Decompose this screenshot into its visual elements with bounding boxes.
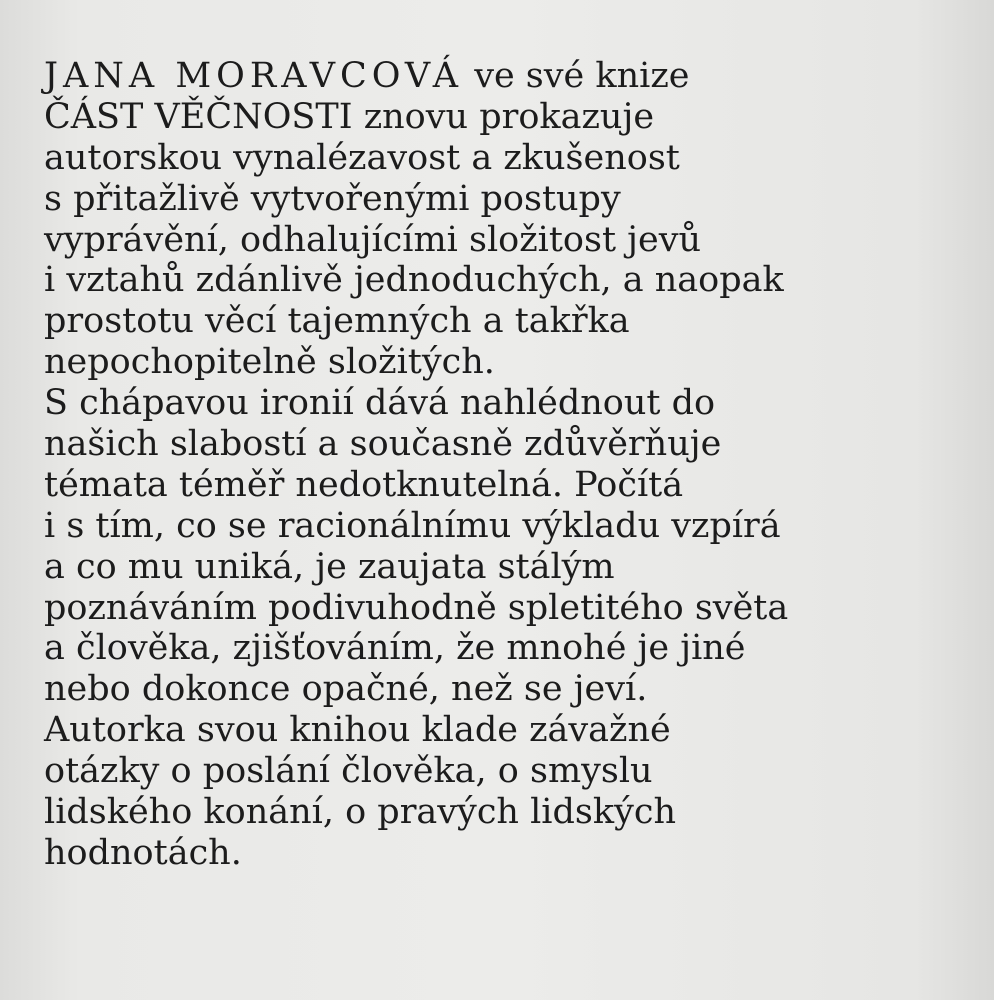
book-blurb (44, 56, 788, 874)
book-title: ČÁST VĚČNOSTI (44, 96, 353, 137)
text-line: lidského konání, o pravých lidských (44, 792, 676, 833)
text-line: s přitažlivě vytvořenými postupy (44, 178, 621, 219)
text-line: vyprávění, odhalujícími složitost jevů (44, 219, 702, 260)
text-line: a co mu uniká, je zaujata stálým (44, 546, 615, 587)
text-line: autorskou vynalézavost a zkušenost (44, 137, 680, 178)
text-line: JANA MORAVCOVÁ ve své knize (44, 56, 690, 96)
text-line: S chápavou ironií dává nahlédnout do (44, 383, 716, 424)
text-line: nebo dokonce opačné, než se jeví. (44, 669, 648, 710)
text-line: i s tím, co se racionálnímu výkladu vzpírá (44, 505, 781, 546)
text-line: Autorka svou knihou klade závažné (44, 710, 671, 751)
text-line: a člověka, zjišťováním, že mnohé je jiné (44, 628, 746, 669)
text-line: i vztahů zdánlivě jednoduchých, a naopak (44, 260, 784, 301)
text-line: prostotu věcí tajemných a takřka (44, 301, 630, 342)
text-line: ČÁST VĚČNOSTI znovu prokazuje (44, 96, 655, 137)
text-line: našich slabostí a současně zdůvěrňuje (44, 424, 722, 465)
text-line: hodnotách. (44, 832, 242, 873)
text-line: otázky o poslání člověka, o smyslu (44, 751, 653, 792)
text-line: nepochopitelně složitých. (44, 342, 495, 383)
author-name: JANA MORAVCOVÁ (44, 56, 464, 96)
text-line: témata téměř nedotknutelná. Počítá (44, 464, 684, 505)
text-line: poznáváním podivuhodně spletitého světa (44, 587, 789, 628)
